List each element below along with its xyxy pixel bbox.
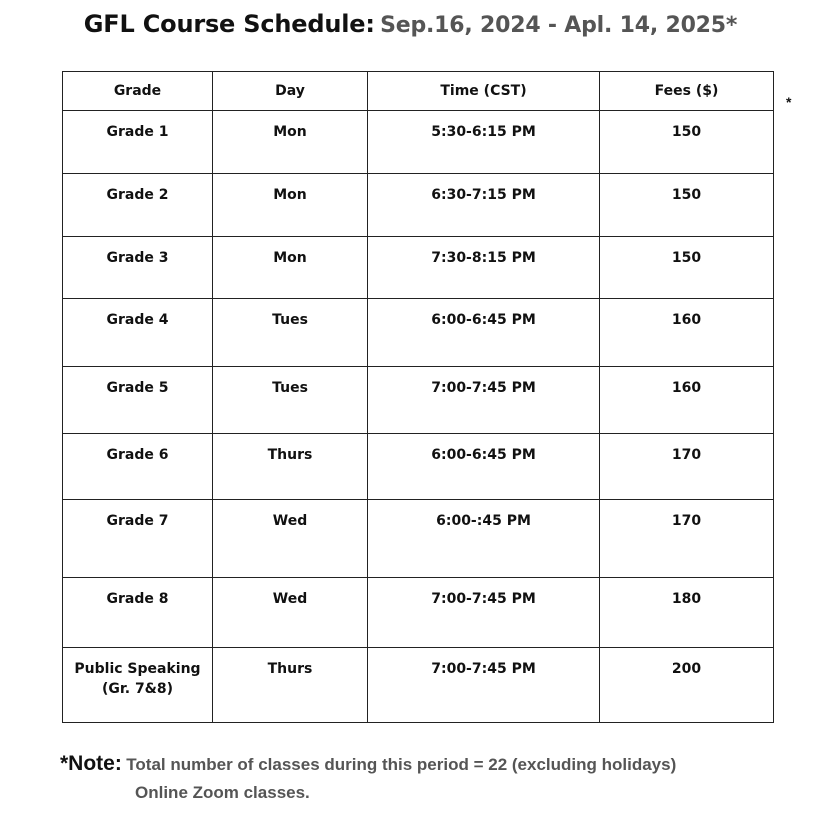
cell-day: Wed	[213, 578, 368, 648]
title-dates: Sep.16, 2024 - Apl. 14, 2025*	[380, 13, 738, 38]
table-row	[63, 434, 774, 500]
cell-fees: 170	[600, 500, 774, 578]
cell-grade: Grade 3	[63, 237, 213, 299]
cell-day: Thurs	[213, 434, 368, 500]
table-row	[63, 648, 774, 723]
cell-fees: 180	[600, 578, 774, 648]
cell-fees: 160	[600, 299, 774, 367]
cell-time: 6:00-6:45 PM	[368, 434, 600, 500]
cell-time: 5:30-6:15 PM	[368, 111, 600, 174]
cell-time: 7:00-7:45 PM	[368, 648, 600, 723]
cell-day: Mon	[213, 174, 368, 237]
cell-grade: Grade 2	[63, 174, 213, 237]
table-row	[63, 174, 774, 237]
cell-grade: Grade 5	[63, 367, 213, 434]
cell-day: Mon	[213, 111, 368, 174]
cell-time: 7:00-7:45 PM	[368, 578, 600, 648]
cell-day: Mon	[213, 237, 368, 299]
cell-time: 7:00-7:45 PM	[368, 367, 600, 434]
cell-time: 6:30-7:15 PM	[368, 174, 600, 237]
table-row	[63, 367, 774, 434]
cell-fees: 150	[600, 237, 774, 299]
column-header-fees: Fees ($)	[600, 72, 774, 111]
table-row	[63, 578, 774, 648]
table-row	[63, 299, 774, 367]
cell-time: 7:30-8:15 PM	[368, 237, 600, 299]
cell-time: 6:00-6:45 PM	[368, 299, 600, 367]
cell-fees: 160	[600, 367, 774, 434]
cell-day: Wed	[213, 500, 368, 578]
note-block	[60, 752, 676, 776]
cell-grade: Grade 4	[63, 299, 213, 367]
cell-fees: 200	[600, 648, 774, 723]
cell-fees: 150	[600, 174, 774, 237]
cell-grade: Public Speaking (Gr. 7&8)	[63, 648, 213, 723]
cell-fees: 170	[600, 434, 774, 500]
cell-day: Tues	[213, 367, 368, 434]
cell-time: 6:00-:45 PM	[368, 500, 600, 578]
column-header-time: Time (CST)	[368, 72, 600, 111]
table-row	[63, 500, 774, 578]
page-title	[0, 10, 821, 38]
cell-day: Tues	[213, 299, 368, 367]
table-row	[63, 111, 774, 174]
table-row	[63, 237, 774, 299]
cell-day: Thurs	[213, 648, 368, 723]
cell-grade: Grade 8	[63, 578, 213, 648]
cell-grade: Grade 7	[63, 500, 213, 578]
cell-grade: Grade 1	[63, 111, 213, 174]
column-header-grade: Grade	[63, 72, 213, 111]
schedule-table	[62, 71, 774, 723]
side-asterisk: *	[786, 94, 792, 110]
cell-fees: 150	[600, 111, 774, 174]
column-header-day: Day	[213, 72, 368, 111]
note-line-2: Online Zoom classes.	[135, 783, 310, 802]
table-header-row	[63, 72, 774, 111]
cell-grade: Grade 6	[63, 434, 213, 500]
note-line-1: Total number of classes during this period = 22 (excluding holidays)	[126, 755, 677, 774]
note-label: *Note:	[60, 752, 122, 775]
title-main: GFL Course Schedule:	[83, 10, 375, 38]
